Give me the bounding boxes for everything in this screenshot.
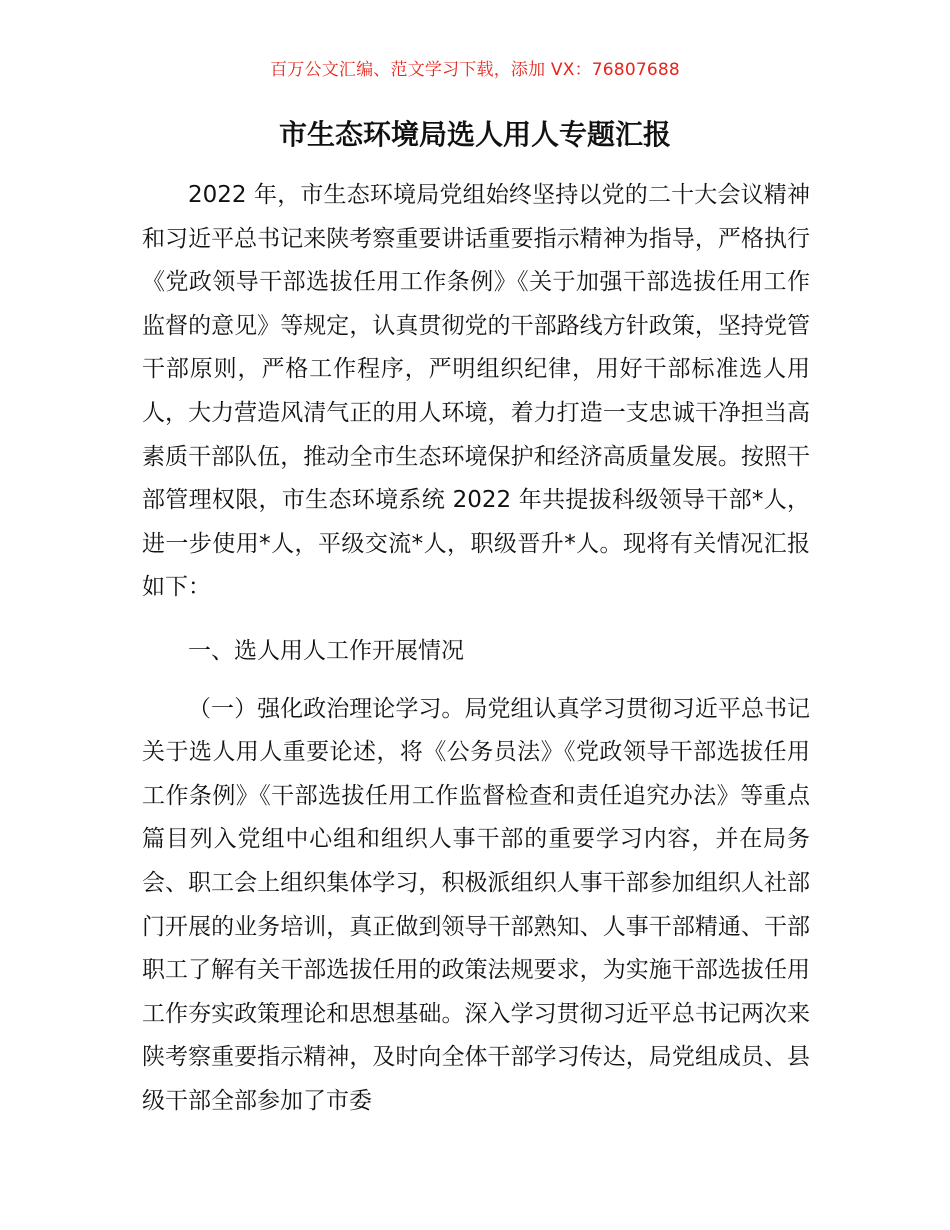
section-heading: 一、选人用人工作开展情况 [188, 637, 464, 664]
document-body [142, 174, 810, 1123]
header-watermark-note: 百万公文汇编、范文学习下载，添加 VX：76807688 [270, 60, 680, 80]
subsection-paragraph: （一）强化政治理论学习。局党组认真学习贯彻习近平总书记关于选人用人重要论述，将《公务员法》《党政领导干部选拔任用工作条例》《干部选拔任用工作监督检查和责任追究办法》等重点篇目列入党组中心组和组织人事干部的重要学习内容，并在局务会、职工会上组织集体学习，积极派组织人事干部参加组织人社部门开展的业务培训，真正做到领导干部熟知、人事干部精通、干部职工了解有关干部选拔任用的政策法规要求，为实施干部选拔任用工作夯实政策理论和思想基础。深入学习贯彻习近平总书记两次来陕考察重要指示精神，及时向全体干部学习传达，局党组成员、县级干部全部参加了市委 [142, 695, 810, 1114]
intro-paragraph: 2022 年，市生态环境局党组始终坚持以党的二十大会议精神和习近平总书记来陕考察重要讲话重要指示精神为指导，严格执行《党政领导干部选拔任用工作条例》《关于加强干部选拔任用工作监督的意见》等规定，认真贯彻党的干部路线方针政策，坚持党管干部原则，严格工作程序，严明组织纪律，用好干部标准选人用人，大力营造风清气正的用人环境，着力打造一支忠诚干净担当高素质干部队伍，推动全市生态环境保护和经济高质量发展。按照干部管理权限，市生态环境系统 2022 年共提拔科级领导干部*人，进一步使用*人，平级交流*人，职级晋升*人。现将有关情况汇报如下： [142, 182, 810, 601]
document-title: 市生态环境局选人用人专题汇报 [278, 118, 671, 151]
